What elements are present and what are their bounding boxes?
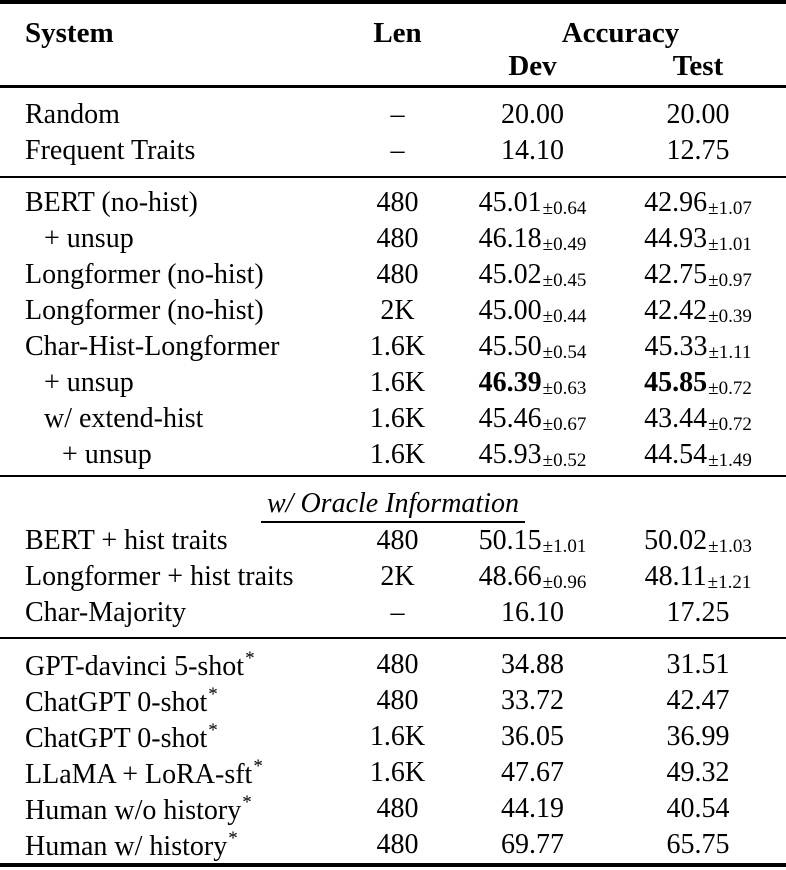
test-value: 12.75: [666, 135, 730, 166]
len-value: 480: [376, 525, 419, 556]
len-value: 2K: [380, 561, 415, 592]
test-value: 65.75: [666, 829, 730, 860]
footnote-asterisk: *: [245, 647, 255, 669]
table-row: [0, 133, 786, 169]
table-row: [0, 791, 786, 827]
system-name: ChatGPT 0-shot*: [25, 719, 218, 754]
dev-stddev: ±0.49: [542, 233, 587, 255]
test-value: 44.54±1.49: [644, 438, 752, 471]
system-name: Longformer + hist traits: [25, 561, 294, 592]
dev-value: 48.66±0.96: [478, 560, 587, 593]
test-stddev: ±0.72: [708, 413, 752, 435]
test-value: 50.02±1.03: [644, 524, 752, 557]
len-value: 480: [376, 685, 419, 716]
dev-stddev: ±0.44: [542, 305, 587, 327]
test-stddev: ±1.01: [708, 233, 752, 255]
dev-value: 16.10: [501, 597, 564, 628]
table-row: [0, 523, 786, 559]
system-name: + unsup: [62, 439, 152, 470]
system-name: + unsup: [44, 223, 134, 254]
test-stddev: ±1.03: [708, 535, 752, 557]
system-name: Human w/ history*: [25, 827, 238, 862]
section-baselines: [0, 88, 786, 176]
header-row-2: [0, 48, 786, 85]
test-value: 42.42±0.39: [644, 294, 752, 327]
dev-value: 33.72: [501, 685, 564, 716]
len-value: 1.6K: [369, 439, 426, 470]
dev-value: 50.15±1.01: [478, 524, 587, 557]
column-header-system: System: [25, 17, 114, 49]
dev-value: 46.18±0.49: [478, 222, 587, 255]
dev-stddev: ±0.45: [542, 269, 587, 291]
test-value: 45.85±0.72: [644, 366, 752, 399]
table-row: [0, 97, 786, 133]
dev-stddev: ±0.64: [542, 197, 587, 219]
len-value: 1.6K: [369, 367, 426, 398]
test-value: 42.47: [666, 685, 730, 716]
header-row-1: [0, 4, 786, 48]
table-row: [0, 185, 786, 221]
len-value: 480: [376, 187, 419, 218]
len-value: 1.6K: [369, 403, 426, 434]
len-value: 1.6K: [369, 331, 426, 362]
dev-value: 20.00: [501, 99, 564, 130]
test-value: 36.99: [666, 721, 730, 752]
table-row: [0, 221, 786, 257]
oracle-heading-row: [0, 477, 786, 523]
dev-value: 69.77: [501, 829, 564, 860]
len-value: –: [390, 99, 405, 130]
test-stddev: ±1.07: [708, 197, 752, 219]
test-stddev: ±0.39: [708, 305, 752, 327]
dev-value: 34.88: [501, 649, 564, 680]
dev-stddev: ±0.96: [542, 571, 587, 593]
table-row: [0, 437, 786, 473]
dev-stddev: ±1.01: [542, 535, 587, 557]
system-name: GPT-davinci 5-shot*: [25, 647, 255, 682]
len-value: 480: [376, 829, 419, 860]
table-row: [0, 719, 786, 755]
dev-stddev: ±0.54: [542, 341, 587, 363]
dev-value: 44.19: [501, 793, 564, 824]
section-llm-human: [0, 639, 786, 863]
bottom-rule: [0, 863, 786, 867]
test-stddev: ±1.11: [708, 341, 752, 363]
system-name: Char-Hist-Longformer: [25, 331, 280, 362]
system-name: Random: [25, 99, 120, 130]
system-name: BERT + hist traits: [25, 525, 228, 556]
test-value: 31.51: [666, 649, 730, 680]
test-value: 49.32: [666, 757, 730, 788]
len-value: 1.6K: [369, 721, 426, 752]
dev-value: 45.50±0.54: [478, 330, 587, 363]
section-models: [0, 178, 786, 475]
test-stddev: ±1.49: [708, 449, 752, 471]
system-name: Char-Majority: [25, 597, 187, 628]
test-value: 42.75±0.97: [644, 258, 752, 291]
system-name: + unsup: [44, 367, 134, 398]
section-oracle: [0, 477, 786, 637]
system-name: BERT (no-hist): [25, 187, 198, 218]
dev-value: 46.39±0.63: [478, 366, 587, 399]
len-value: 480: [376, 259, 419, 290]
table-row: [0, 293, 786, 329]
test-value: 40.54: [666, 793, 730, 824]
column-header-test: Test: [672, 50, 724, 82]
dev-value: 45.93±0.52: [478, 438, 587, 471]
test-value: 17.25: [666, 597, 730, 628]
system-name: w/ extend-hist: [44, 403, 204, 434]
len-value: 2K: [380, 295, 415, 326]
test-stddev: ±0.97: [708, 269, 752, 291]
test-value: 48.11±1.21: [644, 560, 752, 593]
footnote-asterisk: *: [228, 827, 238, 849]
len-value: –: [390, 597, 405, 628]
table-row: [0, 683, 786, 719]
len-value: –: [390, 135, 405, 166]
dev-value: 45.00±0.44: [478, 294, 587, 327]
footnote-asterisk: *: [208, 719, 218, 741]
oracle-heading: w/ Oracle Information: [261, 489, 525, 523]
test-value: 43.44±0.72: [644, 402, 752, 435]
dev-value: 47.67: [501, 757, 564, 788]
dev-value: 36.05: [501, 721, 564, 752]
footnote-asterisk: *: [253, 755, 263, 777]
len-value: 480: [376, 649, 419, 680]
dev-value: 45.01±0.64: [478, 186, 587, 219]
dev-value: 45.46±0.67: [478, 402, 587, 435]
len-value: 480: [376, 793, 419, 824]
test-stddev: ±0.72: [708, 377, 752, 399]
len-value: 480: [376, 223, 419, 254]
footnote-asterisk: *: [242, 791, 252, 813]
table-row: [0, 595, 786, 631]
test-value: 45.33±1.11: [644, 330, 752, 363]
test-value: 42.96±1.07: [644, 186, 752, 219]
table-row: [0, 257, 786, 293]
dev-stddev: ±0.52: [542, 449, 587, 471]
system-name: Longformer (no-hist): [25, 295, 264, 326]
footnote-asterisk: *: [208, 683, 218, 705]
table-row: [0, 401, 786, 437]
dev-stddev: ±0.67: [542, 413, 587, 435]
table-row-best: [0, 365, 786, 401]
table-row: [0, 647, 786, 683]
table-row: [0, 559, 786, 595]
system-name: Frequent Traits: [25, 135, 196, 166]
dev-value: 14.10: [501, 135, 564, 166]
table-row: [0, 755, 786, 791]
test-value: 20.00: [666, 99, 730, 130]
test-value: 44.93±1.01: [644, 222, 752, 255]
system-name: LLaMA + LoRA-sft*: [25, 755, 263, 790]
column-header-len: Len: [373, 17, 422, 49]
len-value: 1.6K: [369, 757, 426, 788]
test-stddev: ±1.21: [707, 571, 752, 593]
system-name: Human w/o history*: [25, 791, 252, 826]
column-header-accuracy: Accuracy: [561, 17, 680, 49]
table-row: [0, 329, 786, 365]
system-name: ChatGPT 0-shot*: [25, 683, 218, 718]
dev-value: 45.02±0.45: [478, 258, 587, 291]
dev-stddev: ±0.63: [542, 377, 587, 399]
table-row: [0, 827, 786, 863]
system-name: Longformer (no-hist): [25, 259, 264, 290]
column-header-dev: Dev: [508, 50, 557, 82]
